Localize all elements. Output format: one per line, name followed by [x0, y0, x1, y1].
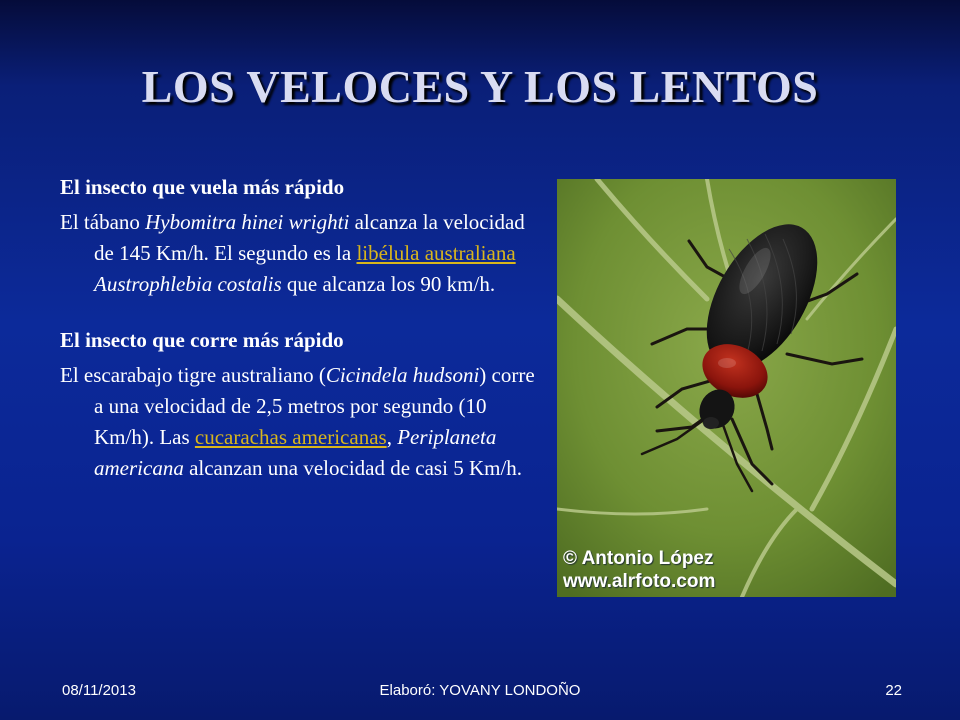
- beetle-photo: [557, 179, 896, 597]
- section1-heading: El insecto que vuela más rápido: [60, 175, 345, 199]
- cucarachas-link[interactable]: cucarachas americanas: [194, 425, 387, 449]
- libelula-link[interactable]: libélula australiana: [356, 241, 516, 265]
- section1-species-1: Hybomitra hinei wrighti: [145, 210, 350, 234]
- section2-heading: El insecto que corre más rápido: [60, 328, 344, 352]
- footer-author: Elaboró: YOVANY LONDOÑO: [379, 682, 581, 699]
- section2-comma: ,: [386, 425, 398, 449]
- watermark-website: www.alrfoto.com: [563, 571, 716, 592]
- section2-species-1: Cicindela hudsoni: [325, 363, 480, 387]
- section1-paragraph: [60, 207, 540, 300]
- photo-watermark: [563, 547, 715, 593]
- section2-species-2: Periplaneta americana: [94, 425, 497, 480]
- section2-text-start: El escarabajo tigre australiano (: [60, 363, 326, 387]
- section1-text-end: que alcanza los 90 km/h.: [281, 272, 496, 296]
- section2-text-mid: ) corre a una velocidad de 2,5 metros por segundo (10 Km/h). Las: [94, 363, 535, 449]
- watermark-copyright: © Antonio López: [563, 548, 714, 569]
- slide-title: LOS VELOCES Y LOS LENTOS: [141, 61, 819, 112]
- section2-text-end: alcanzan una velocidad de casi 5 Km/h.: [183, 456, 523, 480]
- section1-text-mid: alcanza la velocidad de 145 Km/h. El segundo es la: [94, 210, 525, 265]
- section1-text-start: El tábano: [60, 210, 146, 234]
- footer-date: 08/11/2013: [62, 682, 136, 699]
- footer-page-number: 22: [885, 682, 902, 699]
- slide-body: [60, 172, 540, 484]
- section1-species-2: Austrophlebia costalis: [94, 272, 282, 296]
- section2-paragraph: [60, 360, 540, 484]
- beetle-illustration: [557, 179, 896, 597]
